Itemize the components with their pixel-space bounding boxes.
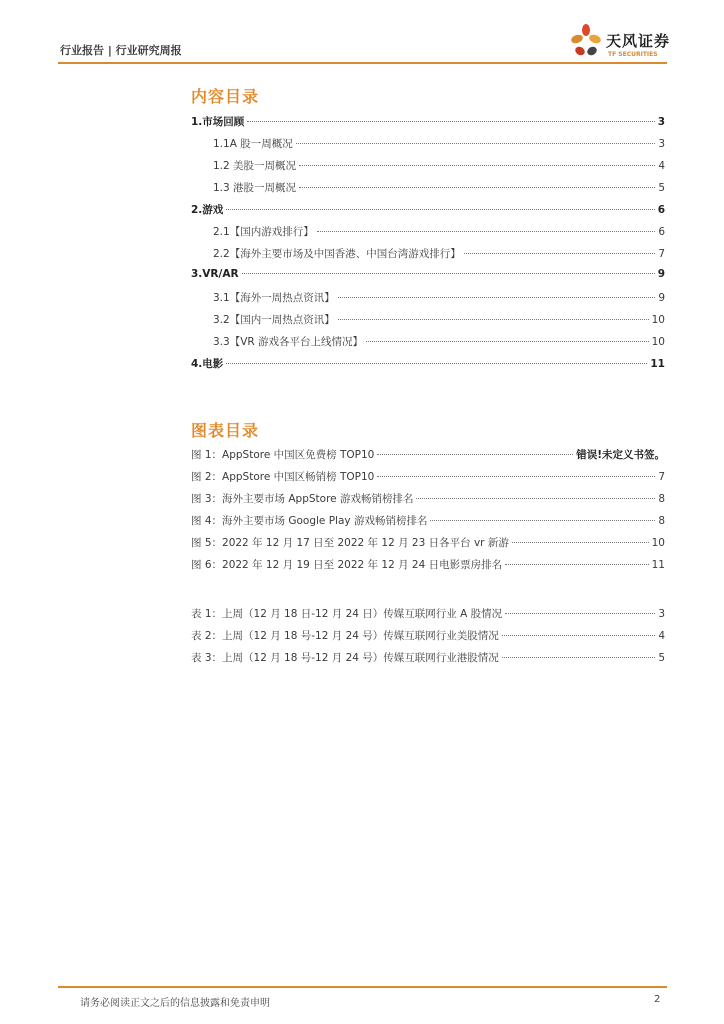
toc-entry[interactable] (191, 202, 665, 218)
leader-dots (317, 231, 656, 232)
figure-entry[interactable] (191, 535, 665, 551)
toc-entry-label: 2.游戏 (191, 204, 224, 216)
toc-entry-page: 11 (650, 358, 665, 370)
toc-entry[interactable] (213, 136, 665, 152)
leader-dots (512, 542, 649, 543)
toc-entry-page: 9 (658, 292, 665, 304)
table-entry[interactable] (191, 650, 665, 666)
logo-chinese-name: 天风证券 (606, 32, 671, 50)
leader-dots (247, 121, 654, 122)
page-number: 2 (654, 994, 661, 1005)
figure-entry-page: 8 (658, 493, 665, 505)
leader-dots (502, 657, 656, 658)
toc-entry-page: 6 (657, 204, 665, 216)
contents-title: 内容目录 (191, 87, 260, 106)
toc-entry-page: 10 (651, 336, 665, 348)
toc-entry-page: 3 (658, 138, 665, 150)
leader-dots (505, 613, 655, 614)
figure-entry-error: 错误!未定义书签。 (576, 449, 665, 461)
figure-entry-page: 8 (658, 515, 665, 527)
figure-entry-label: 图 2：AppStore 中国区畅销榜 TOP10 (191, 471, 375, 483)
toc-entry[interactable] (213, 158, 665, 174)
toc-entry-label: 2.1【国内游戏排行】 (213, 226, 314, 238)
leader-dots (226, 363, 647, 364)
figure-entry-page: 10 (651, 537, 665, 549)
leader-dots (377, 476, 655, 477)
table-entry-label: 表 2：上周（12 月 18 号-12 月 24 号）传媒互联网行业美股情况 (191, 630, 499, 642)
figure-entry-page: 11 (651, 559, 665, 571)
toc-entry[interactable] (191, 268, 665, 284)
header-divider (58, 62, 667, 64)
leader-dots (338, 297, 656, 298)
toc-entry[interactable] (213, 224, 665, 240)
toc-entry-page: 7 (658, 248, 665, 260)
leader-dots (505, 564, 649, 565)
table-entry-label: 表 3：上周（12 月 18 号-12 月 24 号）传媒互联网行业港股情况 (191, 652, 499, 664)
toc-entry-page: 5 (658, 182, 665, 194)
leader-dots (502, 635, 656, 636)
table-entry-label: 表 1：上周（12 月 18 日-12 月 24 日）传媒互联网行业 A 股情况 (191, 608, 503, 620)
leader-dots (299, 187, 655, 188)
toc-entry-label: 1.市场回顾 (191, 116, 245, 128)
toc-entry[interactable] (191, 114, 665, 130)
toc-entry-label: 3.VR/AR (191, 268, 239, 280)
toc-entry[interactable] (191, 356, 665, 372)
toc-entry-label: 1.1A 股一周概况 (213, 138, 293, 150)
table-entry-page: 4 (658, 630, 665, 642)
figures-title: 图表目录 (191, 421, 260, 440)
leader-dots (366, 341, 649, 342)
toc-entry[interactable] (213, 246, 665, 262)
toc-entry[interactable] (213, 312, 665, 328)
leader-dots (377, 454, 573, 455)
figure-entry[interactable] (191, 491, 665, 507)
table-entry-page: 5 (658, 652, 665, 664)
figure-entry-label: 图 5：2022 年 12 月 17 日至 2022 年 12 月 23 日各平台 vr 新游 (191, 537, 509, 549)
toc-entry-label: 1.3 港股一周概况 (213, 182, 297, 194)
toc-entry-label: 4.电影 (191, 358, 224, 370)
leader-dots (296, 143, 656, 144)
logo-english-name: TF SECURITIES (608, 51, 658, 58)
toc-entry-label: 3.2【国内一周热点资讯】 (213, 314, 335, 326)
figure-entry-label: 图 1：AppStore 中国区免费榜 TOP10 (191, 449, 375, 461)
figure-entry[interactable] (191, 447, 665, 463)
table-entry-page: 3 (658, 608, 665, 620)
toc-entry-label: 1.2 美股一周概况 (213, 160, 297, 172)
figure-entry-label: 图 4：海外主要市场 Google Play 游戏畅销榜排名 (191, 515, 428, 527)
footer-divider (58, 986, 667, 988)
figure-entry-page: 7 (658, 471, 665, 483)
figure-entry[interactable] (191, 469, 665, 485)
toc-entry-page: 9 (657, 268, 665, 280)
flower-logo-icon (569, 22, 605, 62)
figure-entry[interactable] (191, 513, 665, 529)
toc-entry-label: 2.2【海外主要市场及中国香港、中国台湾游戏排行】 (213, 248, 461, 260)
footer-disclaimer: 请务必阅读正文之后的信息披露和免责申明 (80, 998, 270, 1009)
leader-dots (242, 273, 655, 274)
toc-entry[interactable] (213, 180, 665, 196)
leader-dots (338, 319, 649, 320)
leader-dots (299, 165, 655, 166)
table-entry[interactable] (191, 628, 665, 644)
leader-dots (226, 209, 654, 210)
toc-entry-page: 3 (657, 116, 665, 128)
figure-entry-label: 图 3：海外主要市场 AppStore 游戏畅销榜排名 (191, 493, 414, 505)
leader-dots (416, 498, 655, 499)
toc-entry-label: 3.3【VR 游戏各平台上线情况】 (213, 336, 364, 348)
toc-entry-page: 6 (658, 226, 665, 238)
toc-entry-page: 4 (658, 160, 665, 172)
table-entry[interactable] (191, 606, 665, 622)
figure-entry-label: 图 6：2022 年 12 月 19 日至 2022 年 12 月 24 日电影票房排名 (191, 559, 503, 571)
leader-dots (464, 253, 656, 254)
toc-entry-page: 10 (651, 314, 665, 326)
toc-entry[interactable] (213, 290, 665, 306)
toc-entry-label: 3.1【海外一周热点资讯】 (213, 292, 335, 304)
leader-dots (430, 520, 655, 521)
company-logo (569, 22, 679, 62)
toc-entry[interactable] (213, 334, 665, 350)
report-breadcrumb: 行业报告 | 行业研究周报 (60, 44, 182, 57)
figure-entry[interactable] (191, 557, 665, 573)
